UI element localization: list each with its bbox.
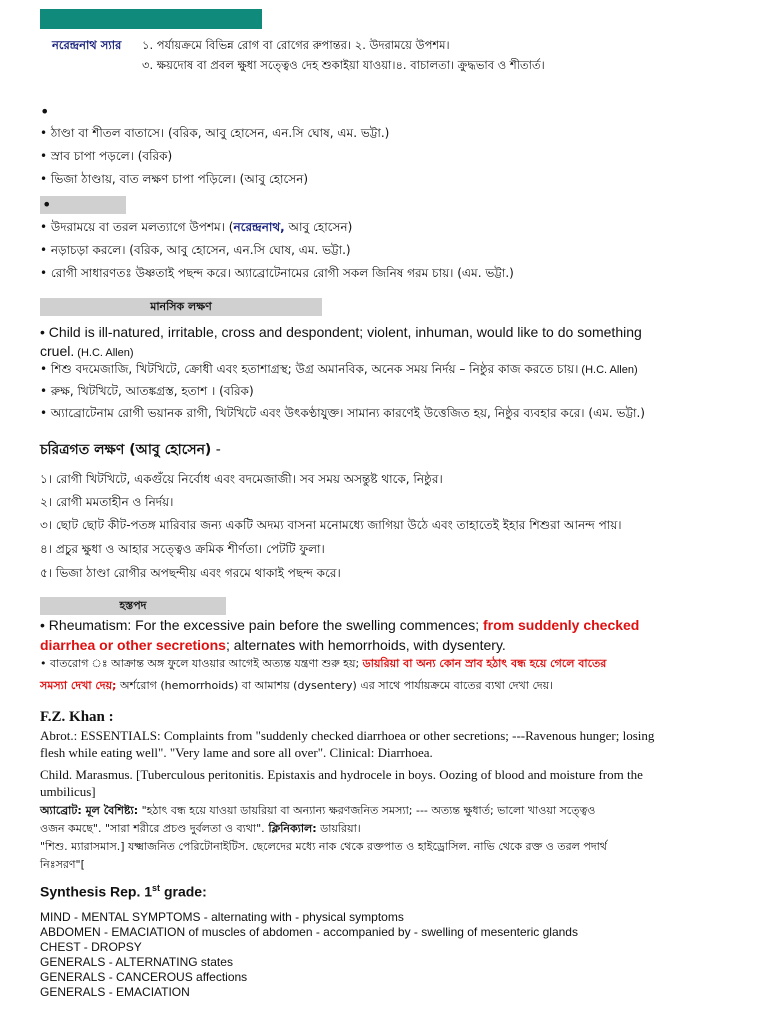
- mental-bengali-2: • রুক্ষ, খিটখিটে, আতঙ্কগ্রস্ত, হতাশ । (বরিক): [40, 384, 254, 398]
- fz-khan-bengali-clinical-label: ক্লিনিক্যাল:: [264, 822, 317, 835]
- fz-khan-bengali-1-line-2-text: ওজন কমছে". "সারা শরীরে প্রচণ্ড দুর্বলতা ও ব্যথা".: [40, 822, 265, 835]
- mental-heading: মানসিক লক্ষণ: [40, 298, 322, 316]
- fz-khan-p2-line-1: Child. Marasmus. [Tuberculous peritonitis. Epistaxis and hydrocele in boys. Oozing of blood and moisture from the: [40, 767, 643, 782]
- synthesis-heading-tail: grade:: [160, 883, 207, 900]
- synthesis-rubric-5: GENERALS - CANCEROUS affections: [40, 970, 248, 984]
- extremities-english-post: ; alternates with hemorrhoids, with dysentery.: [225, 637, 506, 653]
- character-heading-tail: -: [211, 442, 221, 458]
- amelioration-item-1: [40, 219, 352, 235]
- mental-english-line-2-text: cruel.: [40, 343, 75, 359]
- fz-khan-bengali-1-text: "হঠাৎ বন্ধ হয়ে যাওয়া ডায়রিয়া বা অন্যান্য ক্ষরণজনিত সমস্যা; --- অত্যন্ত ক্ষুধার্ত; ভালো খাওয়া সত্ত্বেও: [138, 804, 596, 817]
- fz-khan-p1-line-2: flesh while eating well". "Very lame and sore all over". Clinical: Diarrhoea.: [40, 745, 433, 760]
- aggravation-item-1: • ঠাণ্ডা বা শীতল বাতাসে। (বরিক, আবু হোসেন, এন.সি ঘোষ, এম. ভট্টা.): [40, 126, 390, 140]
- keynote-line-1: ১. পর্যায়ক্রমে বিভিন্ন রোগ বা রোগের রুপান্তর। ২. উদরাময়ে উপশম।: [142, 38, 450, 52]
- synthesis-heading-sup: st: [152, 883, 161, 893]
- amelioration-item-2: • নড়াচড়া করলে। (বরিক, আবু হোসেন, এন.সি ঘোষ, এম. ভট্টা.): [40, 243, 351, 257]
- section-title-bar: [40, 9, 262, 29]
- extremities-bengali-post: অর্শরোগ (hemorrhoids) বা আমাশয় (dysentery) এর সাথে পার্যায়ক্রমে বাতের ব্যথা দেখা দেয়।: [116, 679, 554, 692]
- extremities-english-highlight-1: from suddenly checked: [482, 617, 640, 633]
- author-label: নরেন্দ্রনাথ স্যার: [52, 38, 122, 52]
- extremities-english-line-1: [40, 616, 639, 634]
- mental-bengali-1: [40, 361, 638, 378]
- extremities-bengali-highlight-1: ডায়রিয়া বা অন্য কোন স্রাব হঠাৎ বন্ধ হয়ে গেলে বাতের: [362, 657, 607, 670]
- synthesis-rubric-2: ABDOMEN - EMACIATION of muscles of abdomen - accompanied by - swelling of mesenteric glands: [40, 925, 578, 939]
- character-heading: [40, 441, 221, 459]
- character-item-5: ৫। ভিজা ঠাণ্ডা রোগীর অপছন্দীয় এবং গরমে থাকাই পছন্দ করে।: [40, 566, 341, 580]
- character-item-4: ৪। প্রচুর ক্ষুধা ও আহার সত্ত্বেও ক্রমিক শীর্ণতা। পেটটি ফুলা।: [40, 542, 325, 556]
- extremities-heading: হস্তপদ: [40, 597, 226, 615]
- mental-bengali-3: • অ্যাব্রোটেনাম রোগী ভয়ানক রাগী, খিটখিটে এবং উৎকণ্ঠাযুক্ত। সামান্য কারণেই উত্তেজিত হয়, নিষ্ঠুর ব্যবহার করে। (এম. ভট্টা.): [40, 406, 645, 420]
- aggravation-item-2: • স্রাব চাপা পড়লে। (বরিক): [40, 149, 173, 163]
- extremities-english-line-2: [40, 636, 506, 654]
- aggravation-item-3: • ভিজা ঠাণ্ডায়, বাত লক্ষণ চাপা পড়িলে। (আবু হোসেন): [40, 172, 309, 186]
- synthesis-rubric-4: GENERALS - ALTERNATING states: [40, 955, 233, 969]
- synthesis-heading: [40, 883, 207, 900]
- amelioration-item-1-pre: • উদরাময়ে বা তরল মলত্যাগে উপশম। (: [40, 220, 234, 234]
- fz-khan-bengali-1-line-2: [40, 822, 361, 836]
- extremities-english-highlight-2: diarrhea or other secretions: [40, 637, 226, 653]
- keynote-line-2: ৩. ক্ষয়দোষ বা প্রবল ক্ষুধা সত্ত্বেও দেহ শুকাইয়া যাওয়া।৪. বাচালতা। ক্রুদ্ধভাব ও শীতার্ত।: [142, 58, 545, 72]
- amelioration-item-1-post: আবু হোসেন): [284, 220, 353, 234]
- mental-english-line-2: [40, 342, 134, 362]
- mental-bengali-1-text: • শিশু বদমেজাজি, খিটখিটে, ক্রোধী এবং হতাশাগ্রস্থ; উগ্র অমানবিক, অনেক সময় নির্দয় – নিষ্ঠুর কাজ করতে চায়।: [40, 362, 579, 376]
- extremities-bengali-line-1: [40, 657, 606, 671]
- fz-khan-p2-line-2: umbilicus]: [40, 784, 96, 799]
- character-item-1: ১। রোগী খিটখিটে, একগুঁয়ে নির্বোধ এবং বদমেজাজী। সব সময় অসন্তুষ্ট থাকে, নিষ্ঠুর।: [40, 472, 443, 486]
- amelioration-bullet: •: [42, 195, 52, 214]
- extremities-bengali-line-2: [40, 679, 553, 693]
- fz-khan-heading: F.Z. Khan :: [40, 709, 114, 725]
- amelioration-item-3: • রোগী সাধারণতঃ উষ্ণতাই পছন্দ করে। অ্যাব্রোটেনামের রোগী সকল জিনিষ গরম চায়। (এম. ভট্টা.): [40, 266, 514, 280]
- fz-khan-bengali-clinical-value: ডায়রিয়া।: [316, 822, 361, 835]
- amelioration-item-1-source: নরেন্দ্রনাথ,: [233, 220, 285, 234]
- fz-khan-bengali-2-line-1: "শিশু. ম্যারাসমাস.] যক্ষ্মাজনিত পেরিটোনাইটিস. ছেলেদের মধ্যে নাক থেকে রক্তপাত ও হাইড্রোসিল. নাভি থেকে রক্ত ও তরল পদার্থ: [40, 840, 607, 853]
- fz-khan-p1-line-1: Abrot.: ESSENTIALS: Complaints from "suddenly checked diarrhoea or other secretions; ---Ravenous hunger; losing: [40, 728, 655, 743]
- extremities-bengali-highlight-2: সমস্যা দেখা দেয়;: [40, 679, 117, 692]
- mental-english-line-1: • Child is ill-natured, irritable, cross and despondent; violent, inhuman, would like to do something: [40, 324, 642, 340]
- synthesis-rubric-1: MIND - MENTAL SYMPTOMS - alternating with - physical symptoms: [40, 910, 404, 924]
- mental-english-reference: (H.C. Allen): [74, 347, 134, 359]
- amelioration-heading-box: [40, 196, 126, 214]
- aggravation-bullet: •: [40, 102, 50, 121]
- mental-bengali-1-reference: (H.C. Allen): [578, 364, 638, 376]
- extremities-bengali-pre: • বাতরোগ ঃ আক্রান্ত অঙ্গ ফুলে যাওয়ার আগেই অত্যন্ত যন্ত্রণা শুরু হয়;: [40, 657, 363, 670]
- synthesis-rubric-6: GENERALS - EMACIATION: [40, 985, 190, 999]
- fz-khan-bengali-label: অ্যাব্রোট: মূল বৈশিষ্ট্য:: [40, 804, 139, 817]
- fz-khan-bengali-2-line-2: নিঃসরণ"[: [40, 858, 85, 871]
- synthesis-rubric-3: CHEST - DROPSY: [40, 940, 142, 954]
- character-heading-text: চরিত্রগত লক্ষণ (আবু হোসেন): [40, 442, 212, 458]
- fz-khan-bengali-1-line-1: [40, 804, 595, 818]
- character-item-3: ৩। ছোট ছোট কীট-পতঙ্গ মারিবার জন্য একটি অদম্য বাসনা মনোমধ্যে জাগিয়া উঠে এবং তাহাতেই ইহার শিশুরা আনন্দ পায়।: [40, 518, 622, 532]
- synthesis-heading-text: Synthesis Rep. 1: [40, 883, 153, 900]
- character-item-2: ২। রোগী মমতাহীন ও নির্দয়।: [40, 495, 174, 509]
- extremities-english-pre: • Rheumatism: For the excessive pain before the swelling commences;: [40, 617, 483, 633]
